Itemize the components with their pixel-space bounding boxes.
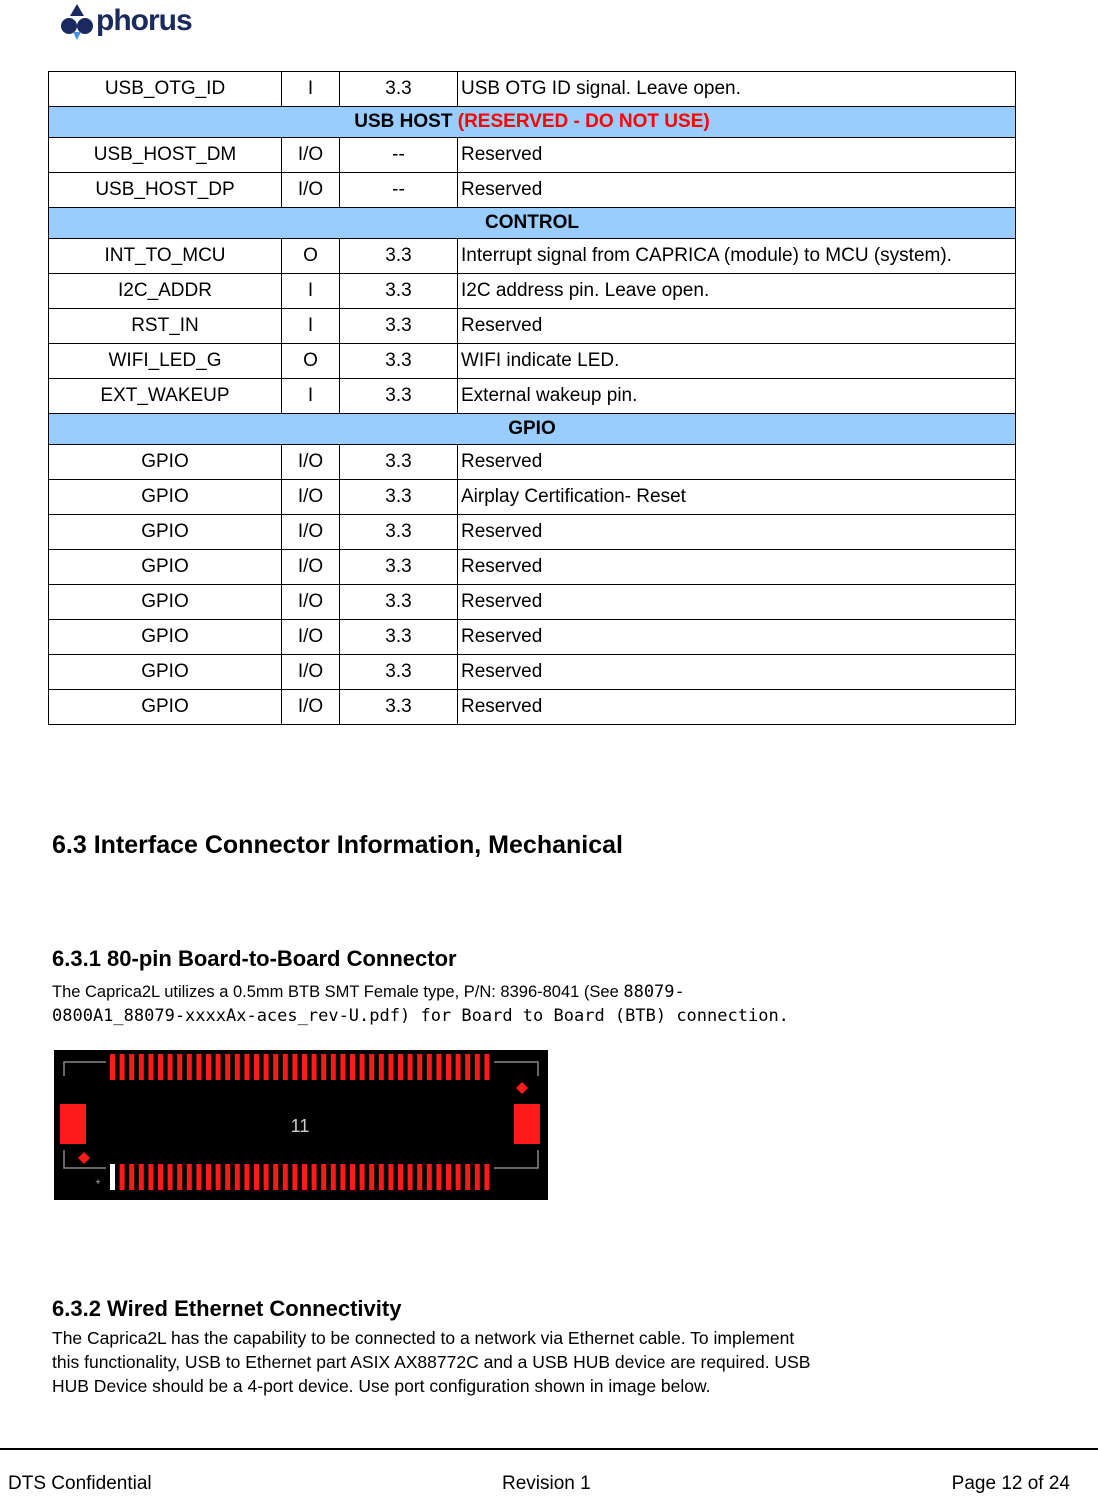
- section-title-text: CONTROL: [485, 212, 579, 233]
- pin-description: USB OTG ID signal. Leave open.: [458, 72, 1016, 107]
- connector-pin-top: [388, 1054, 393, 1080]
- connector-pin-top: [417, 1054, 422, 1080]
- connector-pin-bottom: [177, 1164, 182, 1190]
- table-row: [49, 585, 1016, 620]
- pin-direction: I: [282, 309, 340, 344]
- btb-connector-image: [54, 1050, 548, 1200]
- pin-direction: I/O: [282, 480, 340, 515]
- pin-direction: I: [282, 72, 340, 107]
- pin-direction: I/O: [282, 515, 340, 550]
- table-section-header: [49, 414, 1016, 445]
- connector-pin-top: [398, 1054, 403, 1080]
- pin-voltage: 3.3: [340, 309, 458, 344]
- connector-pin-bottom: [408, 1164, 413, 1190]
- connector-pin-bottom: [436, 1164, 441, 1190]
- pin-description: Interrupt signal from CAPRICA (module) to MCU (system).: [458, 239, 1016, 274]
- section-6-3-2-text: [52, 1326, 810, 1398]
- connector-pin-bottom: [417, 1164, 422, 1190]
- table-row: [49, 239, 1016, 274]
- connector-pin-top: [292, 1054, 297, 1080]
- connector-pin-top: [484, 1054, 489, 1080]
- pin-voltage: 3.3: [340, 620, 458, 655]
- pin-name: GPIO: [49, 585, 282, 620]
- connector-pin-top: [350, 1054, 355, 1080]
- connector-pin-bottom: [475, 1164, 480, 1190]
- pin-description: Reserved: [458, 445, 1016, 480]
- connector-pin-top: [408, 1054, 413, 1080]
- pin-voltage: 3.3: [340, 445, 458, 480]
- table-row: [49, 620, 1016, 655]
- connector-pin-top: [340, 1054, 345, 1080]
- pin-name: INT_TO_MCU: [49, 239, 282, 274]
- pin-voltage: 3.3: [340, 239, 458, 274]
- connector-pin-bottom: [129, 1164, 134, 1190]
- pin-voltage: --: [340, 173, 458, 208]
- footer-divider: [0, 1448, 1098, 1450]
- connector-pin-top: [331, 1054, 336, 1080]
- connector-pin-top: [273, 1054, 278, 1080]
- pin-voltage: 3.3: [340, 515, 458, 550]
- connector-right-pad: [514, 1104, 540, 1144]
- connector-pin-bottom: [302, 1164, 307, 1190]
- connector-pin-bottom: [120, 1164, 125, 1190]
- connector-pin-bottom: [206, 1164, 211, 1190]
- footer-confidential: DTS Confidential: [8, 1473, 152, 1494]
- connector-pin-bottom: [484, 1164, 489, 1190]
- pin-voltage: 3.3: [340, 655, 458, 690]
- pin-direction: I/O: [282, 173, 340, 208]
- connector-pin-top: [110, 1054, 115, 1080]
- pin-description-table: [48, 71, 1016, 725]
- connector-pin-bottom: [331, 1164, 336, 1190]
- connector-pin-bottom: [187, 1164, 192, 1190]
- pin-direction: I/O: [282, 690, 340, 725]
- connector-pin-bottom: [283, 1164, 288, 1190]
- ethernet-text-line-1: The Caprica2L has the capability to be connected to a network via Ethernet cable. To implement: [52, 1328, 795, 1348]
- connector-pin-top: [120, 1054, 125, 1080]
- table-row: [49, 72, 1016, 107]
- connector-pin-top: [379, 1054, 384, 1080]
- pin-description: Reserved: [458, 309, 1016, 344]
- connector-pin-top: [187, 1054, 192, 1080]
- connector-pin-top: [196, 1054, 201, 1080]
- section-6-3-2-heading: 6.3.2 Wired Ethernet Connectivity: [52, 1296, 402, 1321]
- connector-pin-top: [302, 1054, 307, 1080]
- pin-name: I2C_ADDR: [49, 274, 282, 309]
- table-row: [49, 690, 1016, 725]
- connector-pin-bottom: [196, 1164, 201, 1190]
- connector-pin-top: [177, 1054, 182, 1080]
- pin-description: Reserved: [458, 138, 1016, 173]
- connector-pin-bottom: [369, 1164, 374, 1190]
- footer-page-number: Page 12 of 24: [951, 1473, 1070, 1494]
- ethernet-text-line-2: this functionality, USB to Ethernet part ASIX AX88772C and a USB HUB device are required. USB: [52, 1352, 811, 1372]
- ethernet-text-line-3: HUB Device should be a 4-port device. Use port configuration shown in image below.: [52, 1376, 711, 1396]
- connector-pin-bottom: [225, 1164, 230, 1190]
- connector-pin-top: [216, 1054, 221, 1080]
- pin-name: USB_OTG_ID: [49, 72, 282, 107]
- connector-text-b: 88079-: [623, 982, 685, 1002]
- pin-name: GPIO: [49, 445, 282, 480]
- pin-direction: I/O: [282, 585, 340, 620]
- connector-pin-bottom: [139, 1164, 144, 1190]
- section-title-text: GPIO: [508, 418, 556, 439]
- pin-name: RST_IN: [49, 309, 282, 344]
- pin-voltage: 3.3: [340, 274, 458, 309]
- logo-wordmark: phorus: [96, 4, 192, 37]
- section-title-text: USB HOST: [354, 111, 453, 132]
- pin-voltage: 3.3: [340, 550, 458, 585]
- pin-direction: O: [282, 344, 340, 379]
- table-row: [49, 655, 1016, 690]
- connector-pin-top: [264, 1054, 269, 1080]
- connector-pin-bottom: [216, 1164, 221, 1190]
- table-row: [49, 173, 1016, 208]
- pin-description: Reserved: [458, 515, 1016, 550]
- connector-pin-top: [436, 1054, 441, 1080]
- pin-voltage: 3.3: [340, 344, 458, 379]
- footer-revision: Revision 1: [502, 1473, 591, 1494]
- pin-voltage: 3.3: [340, 585, 458, 620]
- connector-pin-top: [312, 1054, 317, 1080]
- pin-direction: I/O: [282, 655, 340, 690]
- connector-pin-top: [235, 1054, 240, 1080]
- pin-voltage: --: [340, 138, 458, 173]
- connector-label: 11: [290, 1116, 310, 1136]
- pin-name: GPIO: [49, 550, 282, 585]
- pin-direction: I/O: [282, 550, 340, 585]
- connector-pin-bottom: [321, 1164, 326, 1190]
- pin-description: Airplay Certification- Reset: [458, 480, 1016, 515]
- connector-pin-top: [168, 1054, 173, 1080]
- pin-description: I2C address pin. Leave open.: [458, 274, 1016, 309]
- pin-description: Reserved: [458, 620, 1016, 655]
- table-section-header: [49, 107, 1016, 138]
- connector-pin-bottom: [110, 1164, 115, 1190]
- pin-description: Reserved: [458, 550, 1016, 585]
- pin-description: WIFI indicate LED.: [458, 344, 1016, 379]
- connector-pin-bottom: [456, 1164, 461, 1190]
- pin-voltage: 3.3: [340, 72, 458, 107]
- pin-name: USB_HOST_DP: [49, 173, 282, 208]
- section-6-3-1-text: [52, 980, 789, 1028]
- connector-pin-top: [254, 1054, 259, 1080]
- connector-pin-bottom: [244, 1164, 249, 1190]
- connector-pin-bottom: [264, 1164, 269, 1190]
- connector-pin-bottom: [148, 1164, 153, 1190]
- connector-pin-top: [129, 1054, 134, 1080]
- pin-direction: I/O: [282, 445, 340, 480]
- connector-pin-bottom: [427, 1164, 432, 1190]
- section-6-3-1-heading: 6.3.1 80-pin Board-to-Board Connector: [52, 946, 457, 971]
- connector-pin-bottom: [168, 1164, 173, 1190]
- connector-pin-top: [139, 1054, 144, 1080]
- table-row: [49, 274, 1016, 309]
- table-row: [49, 344, 1016, 379]
- pin-description: Reserved: [458, 655, 1016, 690]
- connector-pin-bottom: [158, 1164, 163, 1190]
- pin-voltage: 3.3: [340, 690, 458, 725]
- table-row: [49, 550, 1016, 585]
- pin-direction: I: [282, 379, 340, 414]
- pin-voltage: 3.3: [340, 379, 458, 414]
- connector-text-a: The Caprica2L utilizes a 0.5mm BTB SMT Female type, P/N: 8396-8041 (See: [52, 983, 624, 1001]
- connector-pin-bottom: [292, 1164, 297, 1190]
- connector-text-c: 0800A1_88079-xxxxAx-aces_rev-U.pdf) for Board to Board (BTB) connection.: [52, 1006, 789, 1026]
- connector-pin-bottom: [398, 1164, 403, 1190]
- connector-pin1-mark: +: [95, 1177, 101, 1187]
- table-row: [49, 515, 1016, 550]
- connector-pin-bottom: [235, 1164, 240, 1190]
- pin-name: EXT_WAKEUP: [49, 379, 282, 414]
- table-row: [49, 138, 1016, 173]
- pin-direction: I/O: [282, 620, 340, 655]
- phorus-logo-icon: [60, 2, 94, 42]
- connector-pin-bottom: [340, 1164, 345, 1190]
- connector-pin-top: [360, 1054, 365, 1080]
- connector-pin-top: [283, 1054, 288, 1080]
- connector-pin-top: [321, 1054, 326, 1080]
- connector-pin-bottom: [465, 1164, 470, 1190]
- section-title: [49, 107, 1016, 138]
- connector-pin-top: [475, 1054, 480, 1080]
- pin-name: GPIO: [49, 655, 282, 690]
- pin-direction: I/O: [282, 138, 340, 173]
- pin-description: Reserved: [458, 173, 1016, 208]
- pin-name: GPIO: [49, 690, 282, 725]
- connector-pin-top: [158, 1054, 163, 1080]
- connector-pin-top: [465, 1054, 470, 1080]
- pin-description: Reserved: [458, 690, 1016, 725]
- connector-pin-top: [456, 1054, 461, 1080]
- connector-pin-bottom: [446, 1164, 451, 1190]
- pin-direction: O: [282, 239, 340, 274]
- pin-direction: I: [282, 274, 340, 309]
- connector-pin-bottom: [254, 1164, 259, 1190]
- section-6-3-heading: 6.3 Interface Connector Information, Mechanical: [52, 831, 623, 859]
- connector-pin-top: [244, 1054, 249, 1080]
- pin-name: GPIO: [49, 480, 282, 515]
- table-row: [49, 445, 1016, 480]
- connector-pin-bottom: [312, 1164, 317, 1190]
- connector-pin-top: [148, 1054, 153, 1080]
- table-row: [49, 309, 1016, 344]
- connector-left-pad: [60, 1104, 86, 1144]
- connector-pin-bottom: [273, 1164, 278, 1190]
- connector-pin-bottom: [379, 1164, 384, 1190]
- section-note: (RESERVED - DO NOT USE): [457, 111, 710, 132]
- connector-pin-bottom: [388, 1164, 393, 1190]
- pin-description: Reserved: [458, 585, 1016, 620]
- section-title: [49, 414, 1016, 445]
- section-title: [49, 208, 1016, 239]
- phorus-logo: [60, 2, 190, 42]
- table-row: [49, 480, 1016, 515]
- pin-name: WIFI_LED_G: [49, 344, 282, 379]
- table-row: [49, 379, 1016, 414]
- connector-pin-top: [369, 1054, 374, 1080]
- connector-pin-top: [206, 1054, 211, 1080]
- pin-name: GPIO: [49, 515, 282, 550]
- table-section-header: [49, 208, 1016, 239]
- connector-pin-bottom: [360, 1164, 365, 1190]
- pin-name: GPIO: [49, 620, 282, 655]
- pin-name: USB_HOST_DM: [49, 138, 282, 173]
- connector-pin-top: [446, 1054, 451, 1080]
- connector-pin-bottom: [350, 1164, 355, 1190]
- pin-description: External wakeup pin.: [458, 379, 1016, 414]
- connector-pin-top: [427, 1054, 432, 1080]
- connector-pin-top: [225, 1054, 230, 1080]
- pin-voltage: 3.3: [340, 480, 458, 515]
